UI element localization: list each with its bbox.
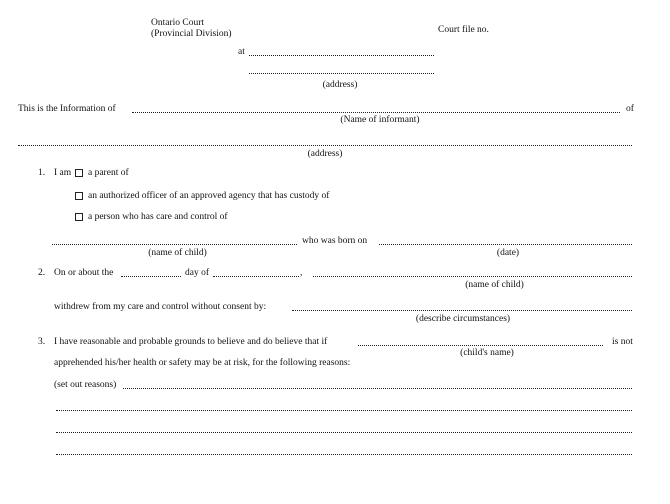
informant-address-field[interactable]	[18, 145, 632, 146]
court-name: Ontario Court	[151, 18, 205, 28]
circumstances-field[interactable]	[292, 310, 632, 311]
authorized-officer-checkbox[interactable]	[75, 192, 83, 200]
withdrawal-month-field[interactable]	[213, 276, 299, 277]
child-name-field[interactable]	[52, 244, 297, 245]
section-1-number: 1.	[38, 168, 46, 178]
reasons-field-line-4[interactable]	[56, 454, 632, 455]
i-am-label: I am	[54, 168, 72, 178]
care-and-control-checkbox[interactable]	[75, 213, 83, 221]
court-address-field[interactable]	[249, 73, 434, 74]
parent-option-label: a parent of	[88, 168, 129, 178]
reasons-field-line-2[interactable]	[56, 410, 632, 411]
circumstances-caption: (describe circumstances)	[415, 314, 511, 324]
grounds-label: I have reasonable and probable grounds to believe and do believe that if	[54, 337, 328, 347]
court-division: (Provincial Division)	[151, 29, 232, 39]
reasons-field-line-1[interactable]	[123, 388, 632, 389]
at-label: at	[238, 47, 245, 57]
on-or-about-label: On or about the	[54, 268, 114, 278]
born-on-label: who was born on	[302, 236, 368, 246]
informant-name-field[interactable]	[132, 112, 620, 113]
court-address-caption: (address)	[322, 80, 358, 90]
apprehended-child-name-caption: (child's name)	[460, 348, 514, 358]
child-name-caption: (name of child)	[148, 248, 207, 258]
withdrawn-child-name-field[interactable]	[313, 276, 632, 277]
section-3-number: 3.	[38, 337, 46, 347]
withdrew-label: withdrew from my care and control without consent by:	[54, 302, 267, 312]
authorized-officer-option-label: an authorized officer of an approved agency that has custody of	[88, 191, 330, 201]
set-out-reasons-label: (set out reasons)	[54, 380, 117, 390]
section-2-number: 2.	[38, 268, 46, 278]
day-of-label: day of	[185, 268, 210, 278]
care-and-control-option-label: a person who has care and control of	[88, 212, 228, 222]
birth-date-field[interactable]	[379, 244, 632, 245]
informant-name-caption: (Name of informant)	[340, 115, 420, 125]
birth-date-caption: (date)	[496, 248, 520, 258]
apprehended-label: apprehended his/her health or safety may be at risk, for the following reasons:	[54, 358, 351, 368]
withdrawn-child-name-caption: (name of child)	[465, 280, 524, 290]
apprehended-child-name-field[interactable]	[358, 345, 603, 346]
informant-address-caption: (address)	[307, 149, 343, 159]
parent-checkbox[interactable]	[75, 169, 83, 177]
court-file-number-label: Court file no.	[438, 25, 489, 35]
reasons-field-line-3[interactable]	[56, 432, 632, 433]
information-of-label: This is the Information of	[18, 104, 116, 114]
court-location-field[interactable]	[249, 55, 434, 56]
date-comma: ,	[300, 268, 303, 278]
withdrawal-day-field[interactable]	[121, 276, 181, 277]
of-label: of	[626, 104, 634, 114]
is-not-label: is not	[612, 337, 633, 347]
